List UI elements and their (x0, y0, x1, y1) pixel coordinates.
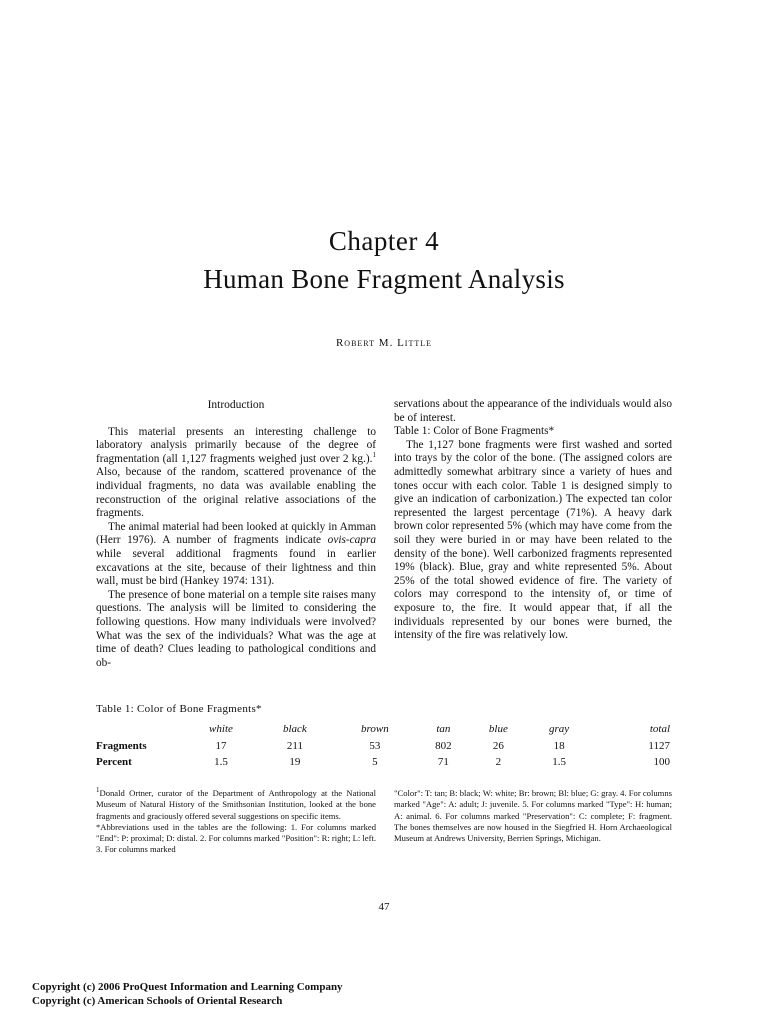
footnotes-right (394, 788, 672, 844)
copyright-line: Copyright (c) 2006 ProQuest Information and Learning Company (32, 981, 343, 993)
table-row (96, 754, 676, 770)
footnote-marker: 1 (96, 786, 100, 795)
left-column (96, 399, 376, 670)
paragraph-intro-1 (96, 426, 376, 521)
table-cell: 802 (435, 740, 452, 752)
column-header: white (209, 723, 233, 735)
author-name: Robert M. Little (335, 337, 433, 349)
column-header: black (282, 723, 307, 735)
right-column (394, 398, 672, 643)
column-header: brown (360, 723, 389, 735)
table-cell: 19 (289, 756, 301, 768)
table-corner (96, 720, 184, 738)
paragraph-text: Also, because of the random, scattered provenance of the individual fragments, no data was available enabling the reconstruction of the original relative associations of the fragments. (96, 466, 376, 520)
table-cell: 2 (495, 756, 502, 768)
row-label: Fragments (96, 740, 147, 752)
row-label: Percent (96, 756, 132, 768)
copyright-notice (32, 980, 343, 1008)
table-cell: 18 (553, 740, 565, 752)
table-cell: 5 (372, 756, 378, 768)
paragraph-text: This material presents an interesting challenge to laboratory analysis primarily because of the degree of fragmentation (all 1,127 fragments weighed just over 2 kg.). (96, 425, 376, 465)
paragraph-text: The animal material had been looked at quickly in Amman (Herr 1976). A number of fragments indicate (96, 520, 376, 547)
paragraph-text: while several additional fragments found in earlier excavations at the site, because of their lightness and thin wall, must be bird (Hankey 1974: 131). (96, 547, 376, 588)
table-cell: 71 (437, 756, 449, 768)
footnotes-left (96, 788, 376, 856)
page-number: 47 (378, 901, 390, 913)
column-header: total (649, 723, 670, 735)
footnote-ref: 1 (372, 451, 376, 460)
copyright-line: Copyright (c) American Schools of Oriental Research (32, 995, 283, 1007)
paragraph-intro-2 (96, 521, 376, 589)
chapter-title: Human Bone Fragment Analysis (203, 264, 565, 294)
table-reference-heading: Table 1: Color of Bone Fragments* (394, 425, 555, 438)
table-cell: 211 (286, 740, 303, 752)
species-name: ovis-capra (327, 534, 376, 547)
table-row (96, 738, 676, 754)
table-cell: 53 (369, 740, 381, 752)
color-table (96, 720, 676, 770)
paragraph-continuation: servations about the appearance of the individuals would also be of interest. (394, 398, 672, 424)
table-cell: 100 (653, 756, 670, 768)
chapter-number: Chapter 4 (328, 226, 440, 256)
footnote-abbreviations: *Abbreviations used in the tables are the following: 1. For columns marked "End": P: proximal; D: distal. 2. For columns marked "Position": R: right; L: left. 3. For columns marked (96, 821, 376, 855)
footnote-1 (96, 788, 376, 822)
table-cell: 26 (492, 740, 504, 752)
column-header: gray (548, 723, 570, 735)
section-heading-introduction: Introduction (207, 399, 265, 411)
paragraph-intro-3: The presence of bone material on a temple site raises many questions. The analysis will be limited to considering the following questions. How many individuals were involved? What was the sex of the individuals? What was the age at time of death? Clues leading to pathological conditions and ob- (96, 588, 376, 669)
footnote-continuation: "Color": T: tan; B: black; W: white; Br: brown; Bl: blue; G: gray. 4. For columns marked "Age": A: adult; J: juvenile. 5. For columns marked "Type": H: human; A: animal. 6. For columns marked "Preservation": C: complete; F: fragment. The bones themselves are now housed in the Siegfried H. Horn Archaeological Museum at Andrews University, Berrien Springs, Michigan. (394, 788, 672, 844)
column-header: blue (488, 723, 508, 735)
table-header-row (96, 720, 676, 738)
table-caption: Table 1: Color of Bone Fragments* (96, 703, 262, 715)
table-cell: 1.5 (552, 756, 566, 768)
table-cell: 17 (215, 740, 227, 752)
column-header: tan (436, 723, 451, 735)
footnote-text: Donald Ortner, curator of the Department of Anthropology at the National Museum of Natural History of the Smithsonian Institution, looked at the bone fragments and graciously offered several suggestions on specific items. (96, 788, 376, 821)
paragraph-color-analysis: The 1,127 bone fragments were first washed and sorted into trays by the color of the bone. (The assigned colors are admittedly somewhat arbitrary since a variety of hues and tones occur with each color. Table 1 is designed simply to give an indication of carbonization.) The expected tan color represented the largest percentage (71%). A heavy dark brown color represented 5% (which may have come from the soil they were buried in or may have been related to the density of the bone). Well carbonized fragments represented 19% (black). Blue, gray and white represented 5%. About 25% of the total showed evidence of fire. The variety of colors may correspond to the intensity of, or time of exposure to, the fire. It would appear that, if all the individuals represented by our bones were burned, the intensity of the fire was relatively low. (394, 438, 672, 642)
table-cell: 1.5 (214, 756, 228, 768)
table-cell: 1127 (648, 740, 670, 752)
